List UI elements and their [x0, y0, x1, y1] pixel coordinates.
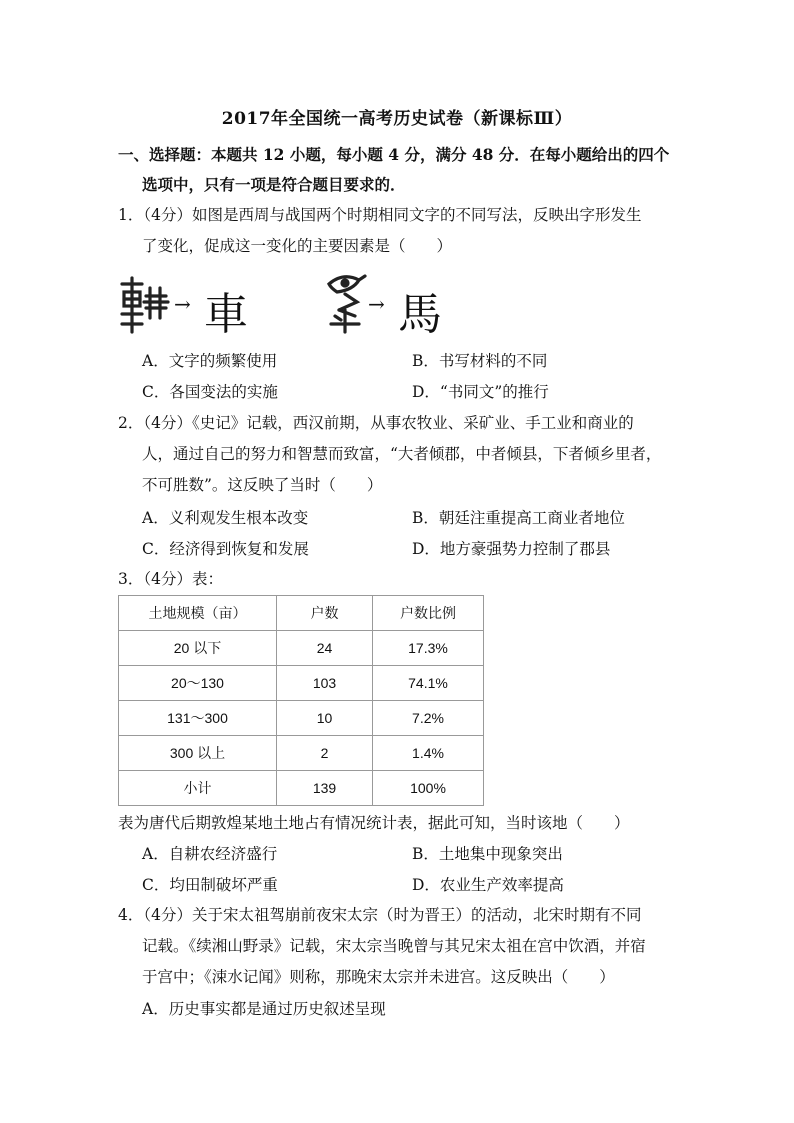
land-ownership-table: [118, 595, 484, 806]
question-4: [118, 900, 678, 993]
table-cell: 131～300: [119, 701, 277, 736]
q1-option-b[interactable]: B．书写材料的不同: [412, 352, 548, 370]
q2-stem-line-3: 不可胜数”。这反映了当时（ ）: [142, 476, 383, 494]
q2-option-b[interactable]: B．朝廷注重提高工商业者地位: [412, 509, 625, 527]
q1-stem-line-1: 1．（4分）如图是西周与战国两个时期相同文字的不同写法，反映出字形发生: [118, 206, 642, 224]
section-line-1: 一、选择题：本题共 12 小题，每小题 4 分，满分 48 分．在每小题给出的四个: [118, 145, 670, 164]
table-cell: 139: [277, 771, 373, 806]
table-header-cell: 土地规模（亩）: [119, 596, 277, 631]
table-cell: 10: [277, 701, 373, 736]
zhou-che-glyph: [118, 274, 170, 336]
table-row: [119, 736, 484, 771]
table-header-row: [119, 596, 484, 631]
question-1: [118, 200, 678, 262]
table-row: [119, 631, 484, 666]
q3-option-d[interactable]: D．农业生产效率提高: [412, 876, 564, 894]
table-cell: 24: [277, 631, 373, 666]
q1-option-d[interactable]: D．“书同文”的推行: [412, 383, 549, 401]
q2-option-d[interactable]: D．地方豪强势力控制了郡县: [412, 540, 611, 558]
table-row: [119, 771, 484, 806]
q3-option-a[interactable]: A．自耕农经济盛行: [142, 845, 278, 863]
section-line-2: 选项中，只有一项是符合题目要求的．: [142, 175, 406, 194]
q1-script-figure: [118, 270, 448, 340]
table-cell: 小计: [119, 771, 277, 806]
q4-stem-line-2: 记载。《续湘山野录》记载，宋太宗当晚曾与其兄宋太祖在宫中饮酒，并宿: [142, 937, 646, 955]
table-cell: 103: [277, 666, 373, 701]
q4-option-a[interactable]: A．历史事实都是通过历史叙述呈现: [142, 1000, 386, 1018]
table-header-cell: 户数比例: [373, 596, 484, 631]
section-heading: [118, 140, 678, 200]
q3-option-b[interactable]: B．土地集中现象突出: [412, 845, 563, 863]
q4-stem-line-3: 于宫中；《涑水记闻》则称，那晚宋太宗并未进宫。这反映出（ ）: [142, 968, 615, 986]
q3-stem: 3．（4分）表：: [118, 570, 223, 588]
q1-arrow-2: →: [368, 292, 385, 316]
q2-stem-line-1: 2．（4分）《史记》记载，西汉前期，从事农牧业、采矿业、手工业和商业的: [118, 414, 634, 432]
page-title: 2017年全国统一高考历史试卷（新课标Ⅲ）: [221, 109, 573, 129]
q3-option-c[interactable]: C．均田制破坏严重: [142, 876, 278, 894]
q1-option-c[interactable]: C．各国变法的实施: [142, 383, 278, 401]
table-header-cell: 户数: [277, 596, 373, 631]
warring-states-che-glyph: 車: [204, 289, 248, 340]
table-row: [119, 701, 484, 736]
table-cell: 2: [277, 736, 373, 771]
question-2: [118, 408, 678, 501]
zhou-ma-glyph: [323, 270, 367, 336]
q2-stem-line-2: 人，通过自己的努力和智慧而致富，“大者倾郡，中者倾县，下者倾乡里者，: [142, 445, 662, 463]
q1-arrow-1: →: [174, 292, 191, 316]
q2-option-c[interactable]: C．经济得到恢复和发展: [142, 540, 309, 558]
table-cell: 7.2%: [373, 701, 484, 736]
table-cell: 1.4%: [373, 736, 484, 771]
warring-states-ma-glyph: 馬: [398, 289, 442, 340]
q4-stem-line-1: 4．（4分）关于宋太祖驾崩前夜宋太宗（时为晋王）的活动，北宋时期有不同: [118, 906, 642, 924]
q2-option-a[interactable]: A．义利观发生根本改变: [142, 509, 309, 527]
q1-stem-line-2: 了变化，促成这一变化的主要因素是（ ）: [142, 237, 453, 255]
table-cell: 20～130: [119, 666, 277, 701]
table-cell: 74.1%: [373, 666, 484, 701]
table-cell: 100%: [373, 771, 484, 806]
table-cell: 20 以下: [119, 631, 277, 666]
table-cell: 300 以上: [119, 736, 277, 771]
table-cell: 17.3%: [373, 631, 484, 666]
q3-table-caption: 表为唐代后期敦煌某地土地占有情况统计表，据此可知，当时该地（ ）: [118, 814, 630, 832]
table-row: [119, 666, 484, 701]
q1-option-a[interactable]: A．文字的频繁使用: [142, 352, 278, 370]
